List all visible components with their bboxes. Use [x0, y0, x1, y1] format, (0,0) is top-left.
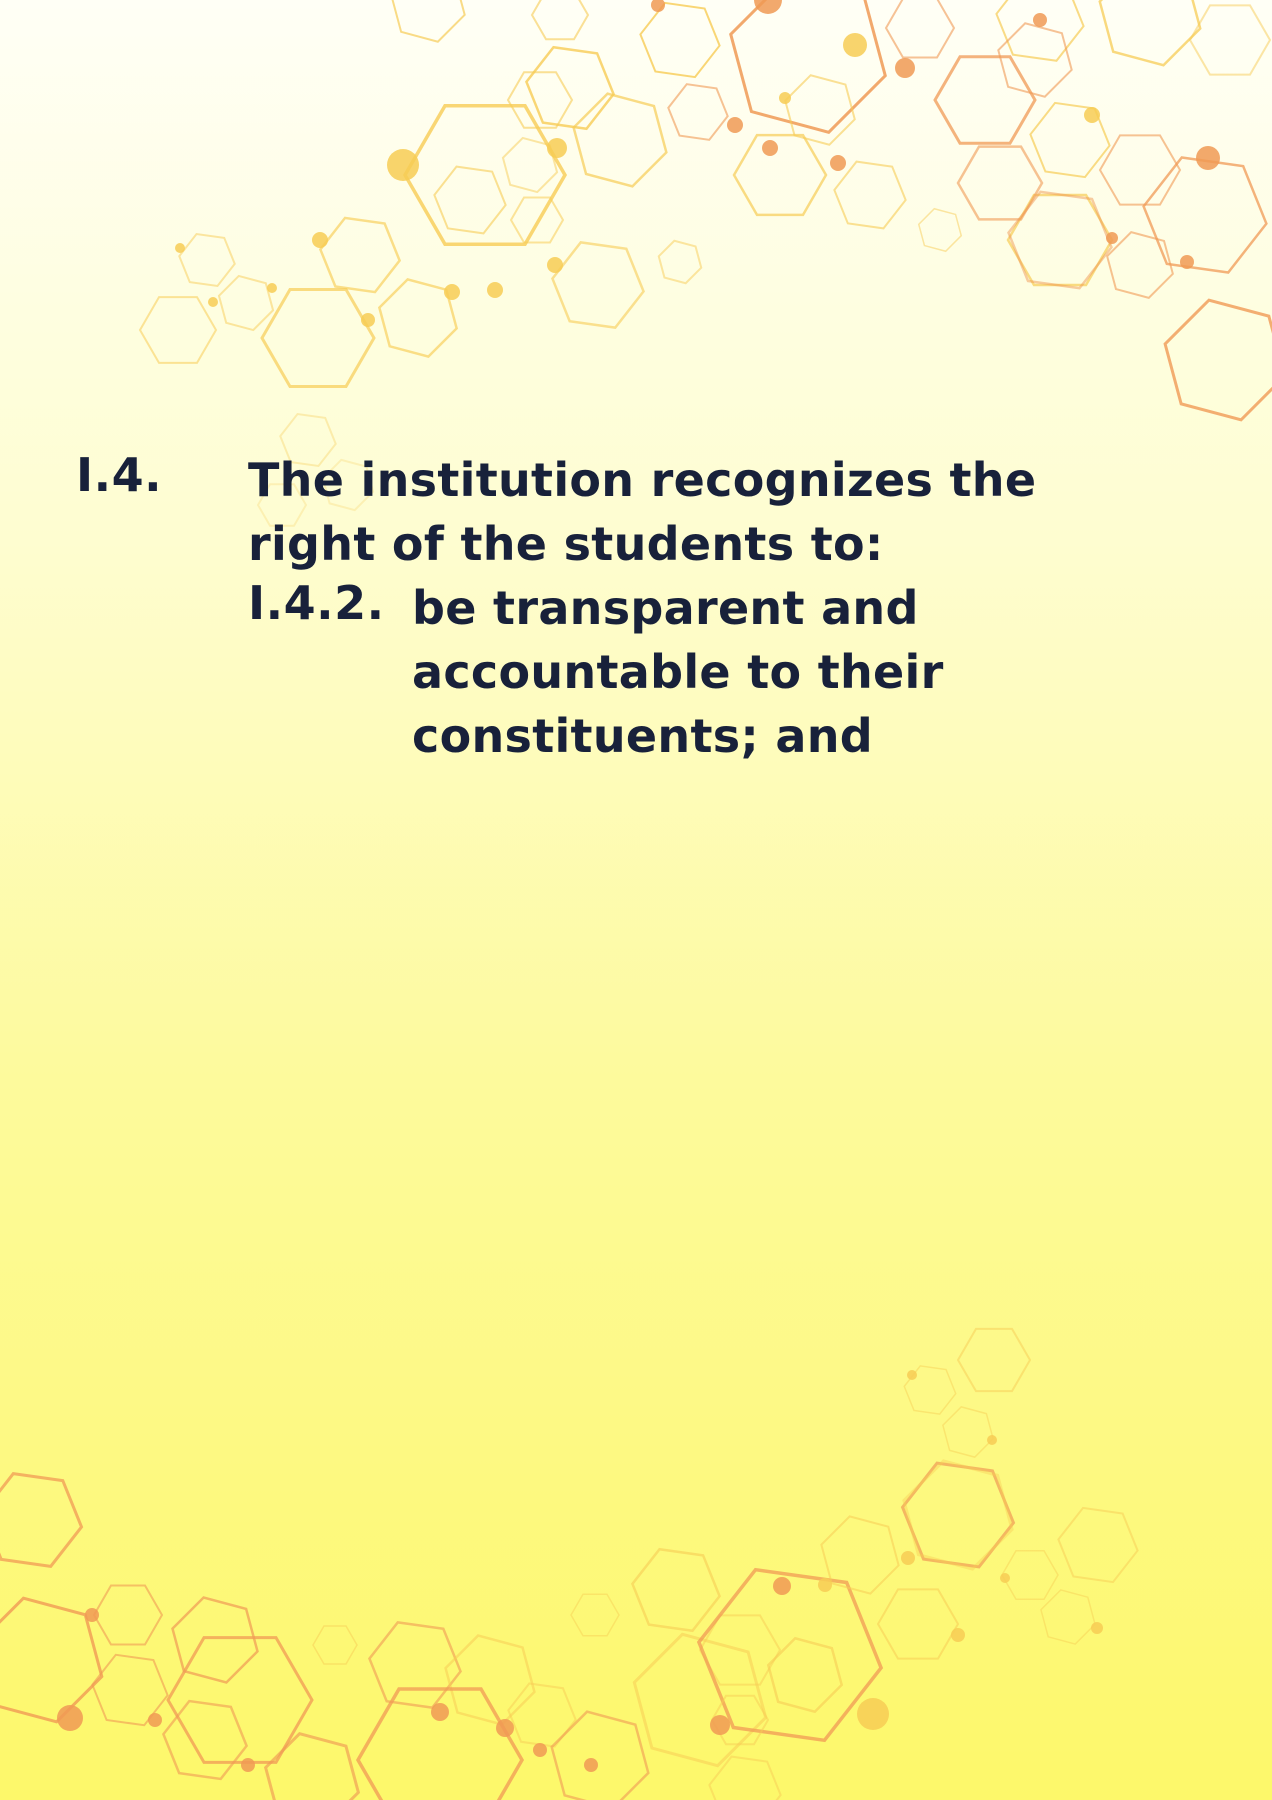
decorative-hexagon — [1136, 153, 1272, 277]
decorative-hexagon — [760, 1633, 850, 1716]
decorative-node-dot — [727, 117, 743, 133]
decorative-hexagon — [705, 1754, 785, 1800]
decorative-hexagon — [383, 0, 473, 47]
decorative-node-dot — [444, 284, 460, 300]
decorative-node-dot — [148, 1713, 162, 1727]
decorative-hexagon — [0, 1590, 116, 1730]
decorative-hexagon — [316, 215, 405, 295]
decorative-hexagon — [627, 1546, 725, 1634]
decorative-hexagon — [896, 1459, 1020, 1571]
decorative-node-dot — [208, 297, 218, 307]
decorative-node-dot — [431, 1703, 449, 1721]
decorative-hexagon — [1054, 1505, 1143, 1585]
decorative-node-dot — [547, 138, 567, 158]
decorative-hexagon — [435, 1630, 544, 1731]
section-number: I.4. — [76, 448, 163, 502]
decorative-hexagon — [636, 0, 725, 80]
decorative-node-dot — [818, 1578, 832, 1592]
decorative-hexagon — [958, 1329, 1030, 1391]
decorative-hexagon — [364, 1619, 466, 1711]
decorative-hexagon — [563, 87, 677, 192]
decorative-node-dot — [651, 0, 665, 12]
decorative-hexagon — [521, 44, 619, 132]
decorative-node-dot — [496, 1719, 514, 1737]
decorative-node-dot — [901, 1551, 915, 1565]
decorative-hexagon — [532, 0, 588, 39]
decorative-node-dot — [857, 1698, 889, 1730]
decorative-node-dot — [843, 33, 867, 57]
decorative-node-dot — [533, 1743, 547, 1757]
decorative-node-dot — [710, 1715, 730, 1735]
decorative-hexagon — [158, 1698, 251, 1782]
decorative-hexagon — [886, 0, 954, 57]
decorative-hexagon — [313, 1626, 357, 1664]
decorative-hexagon — [430, 164, 510, 236]
decorative-node-dot — [57, 1705, 83, 1731]
decorative-node-dot — [312, 232, 328, 248]
decorative-node-dot — [1084, 107, 1100, 123]
subsection-number: I.4.2. — [248, 576, 385, 630]
decorative-node-dot — [1091, 1622, 1103, 1634]
decorative-node-dot — [1033, 13, 1047, 27]
decorative-hexagon — [958, 147, 1042, 220]
decorative-hexagon — [1151, 292, 1272, 428]
decorative-hexagon — [571, 1594, 619, 1636]
decorative-node-dot — [830, 155, 846, 171]
decorative-hexagon — [504, 1681, 580, 1749]
decorative-node-dot — [895, 58, 915, 78]
decorative-node-dot — [1106, 232, 1118, 244]
decorative-node-dot — [951, 1628, 965, 1642]
decorative-hexagon — [405, 106, 565, 245]
decorative-hexagon — [914, 206, 966, 254]
decorative-node-dot — [1180, 255, 1194, 269]
decorative-node-dot — [779, 92, 791, 104]
decorative-node-dot — [1000, 1573, 1010, 1583]
decorative-hexagon — [665, 82, 732, 142]
decorative-hexagon — [1035, 1586, 1102, 1647]
decorative-hexagon — [540, 1705, 659, 1800]
decorative-node-dot — [487, 282, 503, 298]
decorative-hexagon — [0, 1470, 88, 1570]
decorative-node-dot — [267, 283, 277, 293]
decorative-hexagon — [508, 72, 572, 127]
decorative-hexagon — [94, 1586, 162, 1645]
decorative-hexagon — [1002, 1551, 1058, 1599]
decorative-hexagon — [547, 239, 649, 331]
decorative-hexagon — [140, 297, 216, 363]
decorative-node-dot — [754, 0, 782, 14]
subsection-text: be transparent and accountable to their constituents; and — [412, 581, 944, 763]
decorative-node-dot — [361, 313, 375, 327]
decorative-hexagon — [176, 232, 238, 288]
decorative-hexagon — [935, 57, 1035, 144]
decorative-hexagon — [937, 1404, 999, 1461]
decorative-hexagon — [734, 135, 826, 215]
decorative-node-dot — [773, 1577, 791, 1595]
decorative-hexagon — [511, 197, 563, 242]
decorative-hexagon — [262, 290, 374, 387]
decorative-node-dot — [987, 1435, 997, 1445]
decorative-node-dot — [762, 140, 778, 156]
decorative-hexagon — [163, 1592, 268, 1688]
decorative-node-dot — [241, 1758, 255, 1772]
decorative-hexagon — [991, 0, 1089, 64]
decorative-hexagon — [1190, 5, 1270, 74]
decorative-hexagon — [654, 238, 706, 286]
decorative-node-dot — [907, 1370, 917, 1380]
decorative-node-dot — [85, 1608, 99, 1622]
decorative-node-dot — [387, 149, 419, 181]
section-text: The institution recognizes the right of the students to: — [248, 453, 1037, 571]
decorative-hexagon — [1002, 188, 1118, 292]
decorative-node-dot — [547, 257, 563, 273]
decorative-hexagon — [878, 1589, 958, 1658]
decorative-hexagon — [1100, 135, 1180, 204]
decorative-node-dot — [1196, 146, 1220, 170]
decorative-node-dot — [584, 1758, 598, 1772]
decorative-node-dot — [175, 243, 185, 253]
